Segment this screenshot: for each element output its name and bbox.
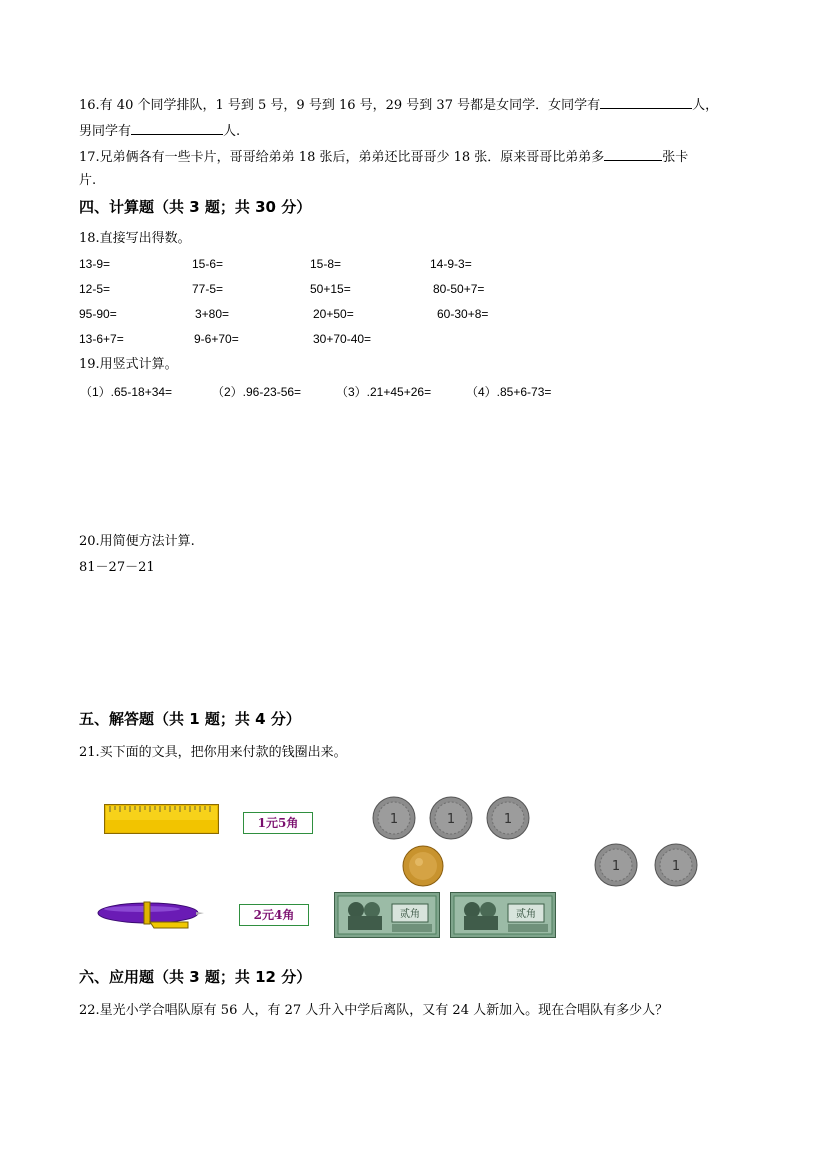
q19-prompt: 19.用竖式计算。 <box>79 357 178 372</box>
q18-item: 13-9= <box>79 257 111 271</box>
q16-text-a: 16.有 40 个同学排队，1 号到 5 号，9 号到 16 号，29 号到 37 号都是女同学．女同学有 <box>79 98 601 113</box>
pen-price-tag: 2元4角 <box>239 904 309 926</box>
pen-image <box>96 898 206 934</box>
section5-title: 五、解答题（共 1 题；共 4 分） <box>79 710 301 728</box>
q17-text-a: 17.兄弟俩各有一些卡片，哥哥给弟弟 18 张后，弟弟还比哥哥少 18 张．原来哥哥比弟弟多 <box>79 150 605 165</box>
banknote-icon[interactable] <box>450 892 556 938</box>
banknote-label: 贰角 <box>400 909 420 920</box>
q20-expression: 81－27－21 <box>79 560 155 575</box>
q16-blank-boys[interactable] <box>131 121 223 135</box>
coin-icon[interactable] <box>429 796 473 840</box>
q18-item: 95-90= <box>79 307 117 321</box>
q22-text: 22.星光小学合唱队原有 56 人，有 27 人升入中学后离队，又有 24 人新加入。现在合唱队有多少人？ <box>79 1003 669 1018</box>
q18-item: 77-5= <box>192 282 224 296</box>
q16-line2 <box>79 121 240 140</box>
coin-icon[interactable] <box>654 843 698 887</box>
q18-item: 9-6+70= <box>194 332 239 346</box>
section4-title: 四、计算题（共 3 题；共 30 分） <box>79 198 312 216</box>
q18-item: 30+70-40= <box>313 332 372 346</box>
q17-blank[interactable] <box>604 147 662 161</box>
q17-line2: 片. <box>79 173 97 188</box>
q16-line1 <box>79 95 718 114</box>
q17-text-b: 张卡 <box>662 150 689 165</box>
q18-item: 14-9-3= <box>430 257 472 271</box>
banknote-icon[interactable] <box>334 892 440 938</box>
q18-item: 15-8= <box>310 257 342 271</box>
q18-item: 20+50= <box>313 307 354 321</box>
coin-label: 1 <box>503 812 513 827</box>
q16-text-b: 人， <box>692 98 719 113</box>
coin-icon[interactable] <box>594 843 638 887</box>
ruler-price-tag: 1元5角 <box>243 812 313 834</box>
q18-item: 15-6= <box>192 257 224 271</box>
q18-item: 13-6+7= <box>79 332 124 346</box>
q18-item: 50+15= <box>310 282 351 296</box>
q19-item: （3）.21+45+26= <box>336 385 432 399</box>
q16-text-c: 男同学有 <box>79 124 132 139</box>
q20-prompt: 20.用简便方法计算. <box>79 534 195 549</box>
banknote-label: 贰角 <box>516 909 536 920</box>
q16-text-d: 人. <box>223 124 241 139</box>
q18-item: 12-5= <box>79 282 111 296</box>
coin-icon[interactable] <box>372 796 416 840</box>
q17-line1 <box>79 147 688 166</box>
coin-label: 1 <box>446 812 456 827</box>
section6-title: 六、应用题（共 3 题；共 12 分） <box>79 968 312 986</box>
coin-icon[interactable] <box>486 796 530 840</box>
q19-item: （4）.85+6-73= <box>466 385 552 399</box>
q19-item: （1）.65-18+34= <box>80 385 173 399</box>
q19-item: （2）.96-23-56= <box>212 385 302 399</box>
coin-label: 1 <box>671 859 681 874</box>
coin-label: 1 <box>389 812 399 827</box>
q18-item: 60-30+8= <box>437 307 489 321</box>
q18-item: 80-50+7= <box>433 282 485 296</box>
coin-label: 1 <box>611 859 621 874</box>
q18-prompt: 18.直接写出得数。 <box>79 231 191 246</box>
ruler-image <box>104 804 219 834</box>
gold-coin-icon[interactable] <box>402 845 444 887</box>
q16-blank-girls[interactable] <box>600 95 692 109</box>
q18-item: 3+80= <box>195 307 230 321</box>
q21-prompt: 21.买下面的文具，把你用来付款的钱圈出来。 <box>79 745 347 760</box>
